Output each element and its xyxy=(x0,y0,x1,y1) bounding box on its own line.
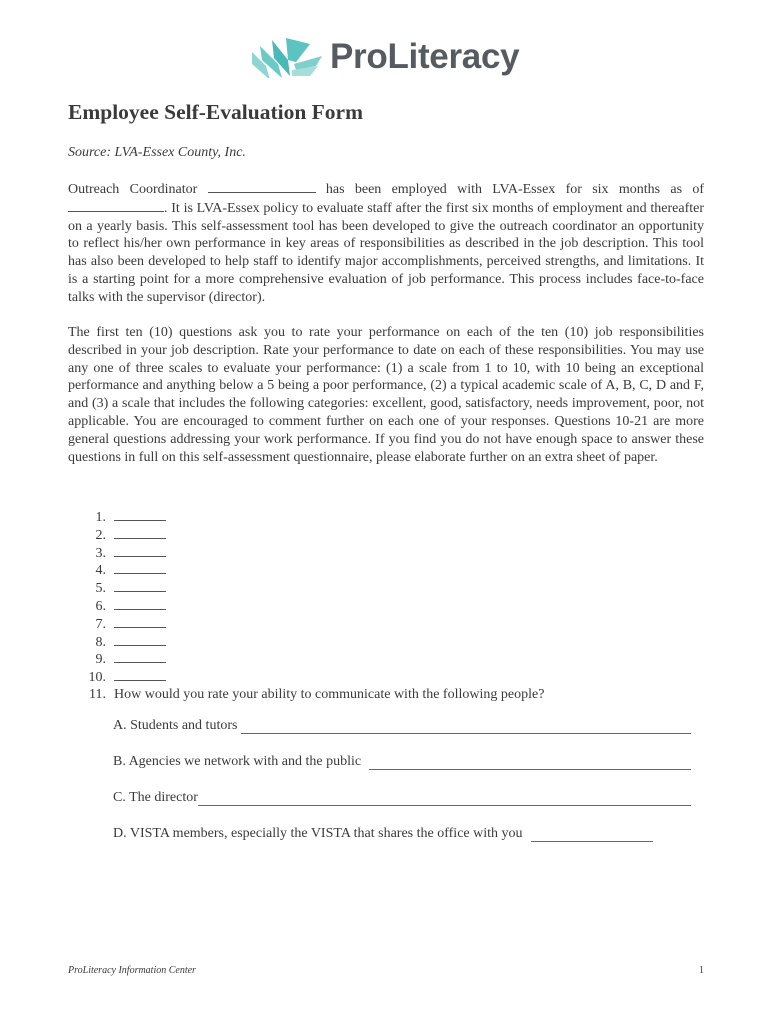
rating-item: 1. xyxy=(68,508,544,526)
communication-items xyxy=(113,716,691,860)
sub-item-agencies: B. Agencies we network with and the public xyxy=(113,752,691,770)
rating-blank[interactable] xyxy=(114,579,166,592)
intro-paragraph xyxy=(68,180,704,307)
sub-item-students: A. Students and tutors xyxy=(113,716,691,734)
rating-item: 8. xyxy=(68,633,544,651)
rating-blank[interactable] xyxy=(114,615,166,628)
instructions-paragraph: The first ten (10) questions ask you to rate your performance on each of the ten (10) job responsibilities described in your job description. Rate your performance to date on each of these responsibilities. You may use any one of three scales to evaluate your performance: (1) a scale from 1 to 10, with 10 being an exceptional performance and anything below a 5 being a poor performance, (2) a typical academic scale of A, B, C, D and F, and (3) a scale that includes the following categories: excellent, good, satisfactory, needs improvement, poor, not applicable. You are encouraged to comment further on each one of your responses. Questions 10-21 are more general questions addressing your work performance. If you find you do not have enough space to answer these questions in full on this self-assessment questionnaire, please elaborate further on an extra sheet of paper. xyxy=(68,325,704,465)
brand-name: ProLiteracy xyxy=(330,37,520,76)
rating-blank[interactable] xyxy=(114,597,166,610)
page-title: Employee Self-Evaluation Form xyxy=(68,100,364,124)
sub-item-vista: D. VISTA members, especially the VISTA that shares the office with you xyxy=(113,824,691,842)
sub-item-director: C. The director xyxy=(113,788,691,806)
rating-item: 3. xyxy=(68,544,544,562)
footer-source: ProLiteracy Information Center xyxy=(68,965,196,976)
intro-rest: . It is LVA-Essex policy to evaluate staff after the first six months of employment and thereafter on a yearly basis. This self-assessment tool has been developed to give the outreach coordinator an opportunity to reflect his/her own performance in key areas of responsibilities as described in the job description. This tool has also been developed to help staff to identify major accomplishments, perceived strengths, and limitations. It is a starting point for a more comprehensive evaluation of job performance. This process includes face-to-face talks with the supervisor (director). xyxy=(68,200,704,305)
rating-item: 6. xyxy=(68,597,544,615)
open-book-icon xyxy=(248,36,322,78)
proliteracy-logo xyxy=(248,36,519,78)
rating-blank[interactable] xyxy=(114,561,166,574)
question-11-text: How would you rate your ability to communicate with the following people? xyxy=(114,686,545,702)
answer-line[interactable] xyxy=(198,791,691,806)
rating-list xyxy=(68,508,544,704)
rating-item: 2. xyxy=(68,526,544,544)
rating-item: 10. xyxy=(68,668,544,686)
rating-blank[interactable] xyxy=(114,544,166,557)
source-line: Source: LVA-Essex County, Inc. xyxy=(68,145,246,160)
rating-item: 4. xyxy=(68,561,544,579)
rating-item: 5. xyxy=(68,579,544,597)
rating-blank[interactable] xyxy=(114,633,166,646)
rating-item: 9. xyxy=(68,650,544,668)
rating-blank[interactable] xyxy=(114,668,166,681)
answer-line[interactable] xyxy=(531,827,653,842)
rating-blank[interactable] xyxy=(114,508,166,521)
answer-line[interactable] xyxy=(241,719,691,734)
name-blank[interactable] xyxy=(208,180,316,193)
rating-blank[interactable] xyxy=(114,526,166,539)
date-blank[interactable] xyxy=(68,199,164,212)
rating-item: 7. xyxy=(68,615,544,633)
role-label: Outreach Coordinator xyxy=(68,182,198,197)
rating-blank[interactable] xyxy=(114,650,166,663)
employed-text: has been employed with LVA-Essex for six months as of xyxy=(325,182,705,197)
question-11: 11. How would you rate your ability to communicate with the following people? xyxy=(89,686,545,702)
page-number: 1 xyxy=(699,965,704,976)
answer-line[interactable] xyxy=(369,755,691,770)
